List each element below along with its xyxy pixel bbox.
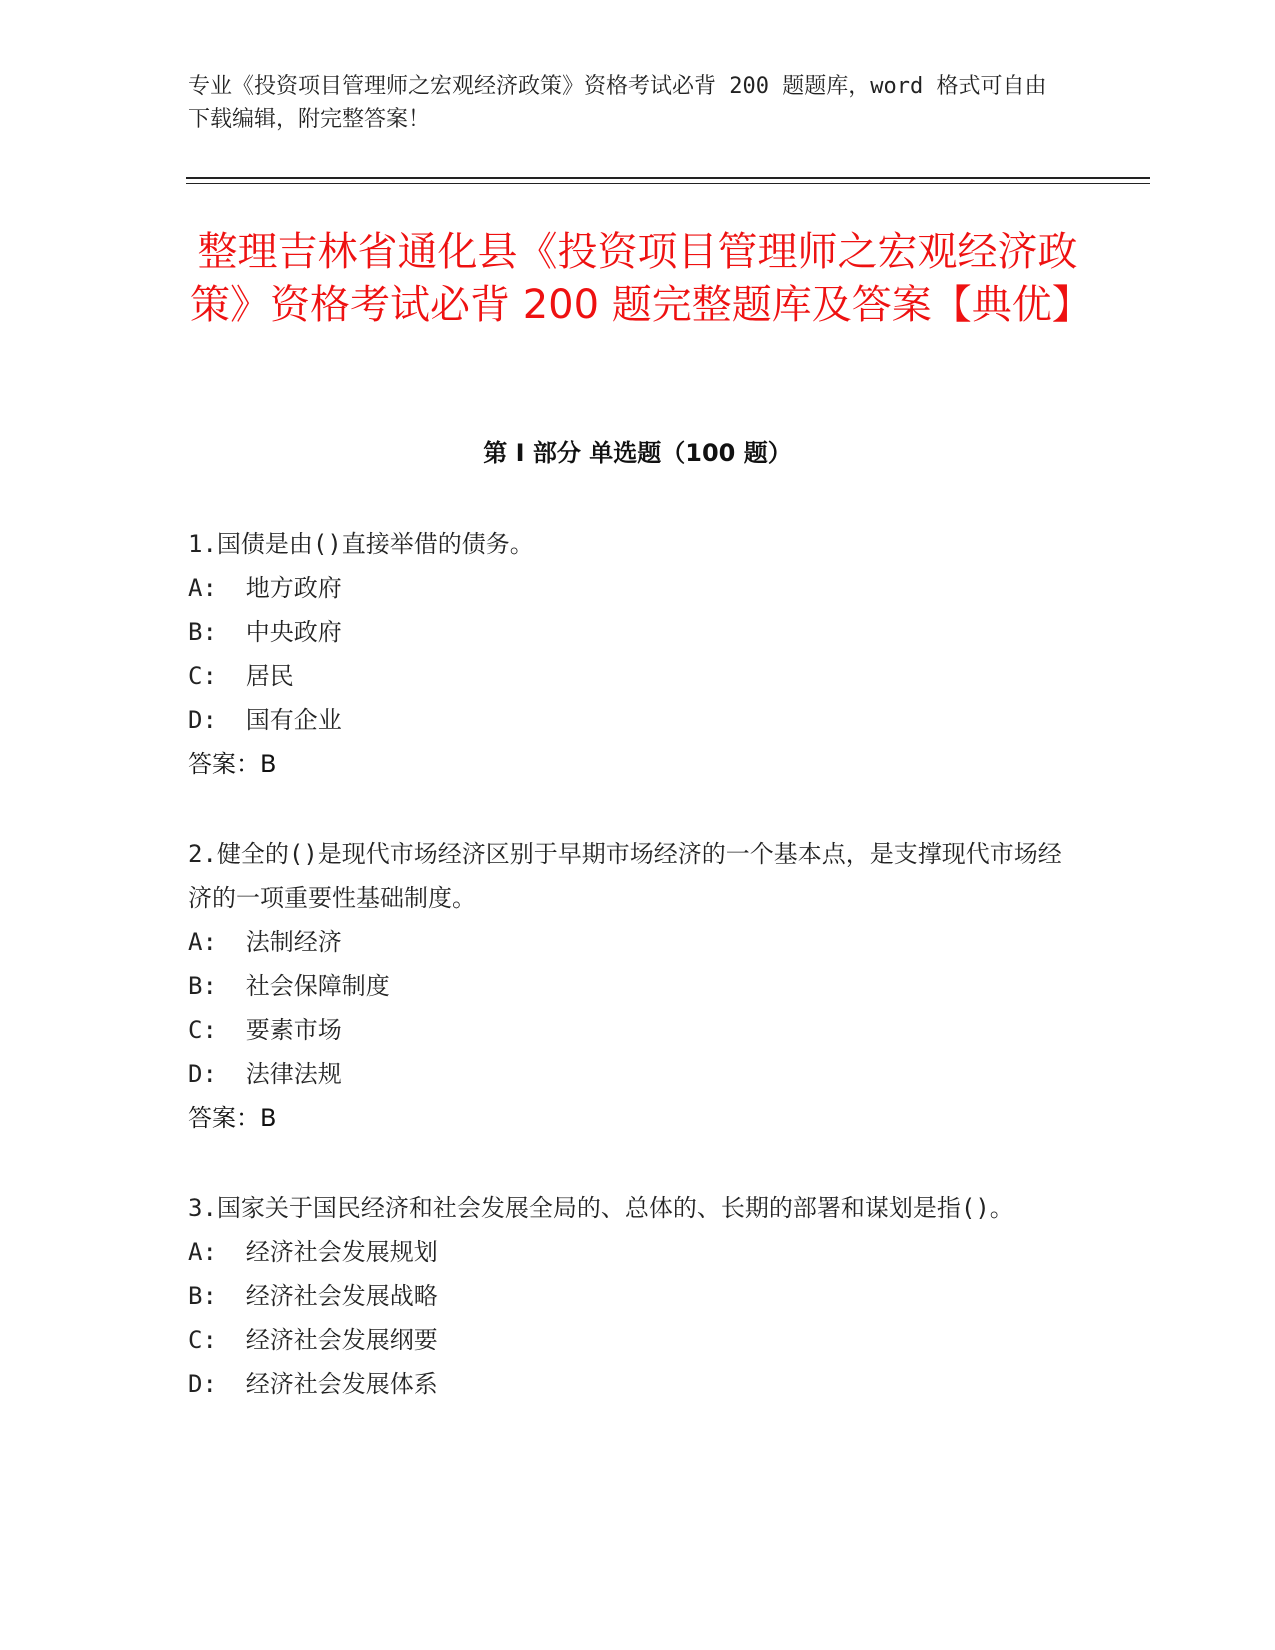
option-a: A: 地方政府	[188, 574, 342, 602]
option-d: D: 法律法规	[188, 1060, 342, 1088]
option-b: B: 经济社会发展战略	[188, 1282, 438, 1310]
question-text: 2.健全的()是现代市场经济区别于早期市场经济的一个基本点，是支撑现代市场经济的一项重要性基础制度。	[188, 840, 1062, 912]
question-2	[188, 832, 1068, 1140]
question-list	[188, 522, 1068, 1452]
header-note: 专业《投资项目管理师之宏观经济政策》资格考试必背 200 题题库，word 格式可自由下载编辑，附完整答案！	[188, 74, 1047, 132]
option-b: B: 社会保障制度	[188, 972, 390, 1000]
header-divider-thick	[186, 177, 1150, 179]
option-c: C: 经济社会发展纲要	[188, 1326, 438, 1354]
answer-line: 答案：B	[188, 750, 277, 778]
option-b: B: 中央政府	[188, 618, 342, 646]
option-a: A: 经济社会发展规划	[188, 1238, 438, 1266]
question-1	[188, 522, 1068, 786]
document-title: 整理吉林省通化县《投资项目管理师之宏观经济政策》资格考试必背 200 题完整题库及答案【典优】	[190, 229, 1092, 328]
question-3	[188, 1186, 1068, 1406]
question-text: 1.国债是由()直接举借的债务。	[188, 530, 534, 558]
section-heading: 第 I 部分 单选题（100 题）	[483, 439, 792, 467]
option-c: C: 居民	[188, 662, 294, 690]
question-text: 3.国家关于国民经济和社会发展全局的、总体的、长期的部署和谋划是指()。	[188, 1194, 1014, 1222]
option-d: D: 经济社会发展体系	[188, 1370, 438, 1398]
answer-line: 答案：B	[188, 1104, 277, 1132]
option-a: A: 法制经济	[188, 928, 342, 956]
option-d: D: 国有企业	[188, 706, 342, 734]
option-c: C: 要素市场	[188, 1016, 342, 1044]
header-divider-thin	[186, 183, 1150, 184]
